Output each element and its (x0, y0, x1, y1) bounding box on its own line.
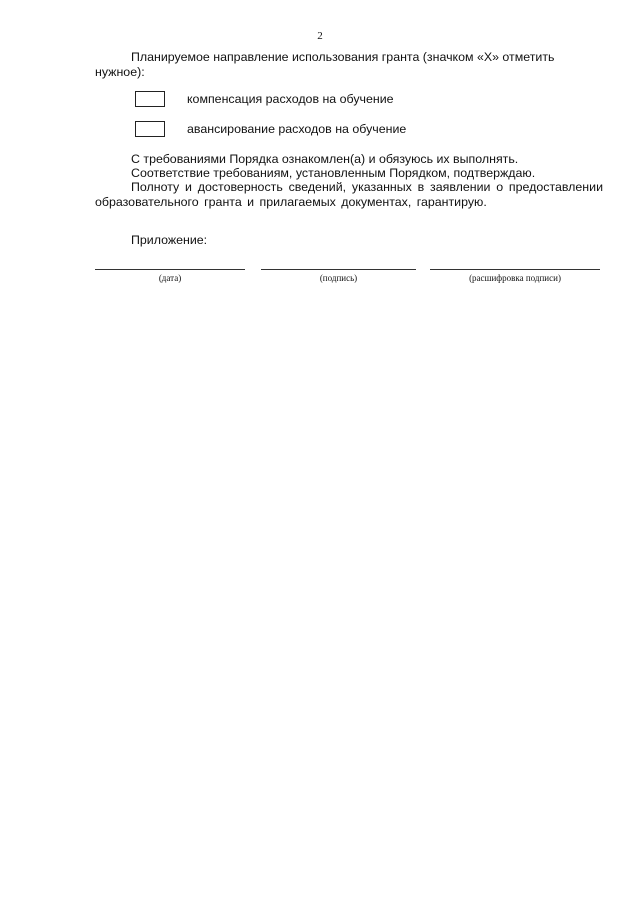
statement-guarantee: Полноту и достоверность сведений, указанных в заявлении о предоставлении образовательного гранта и прилагаемых документах, гарантирую. (95, 180, 603, 209)
checkbox-advance[interactable] (135, 121, 165, 137)
checkbox-compensation[interactable] (135, 91, 165, 107)
option-label-advance: авансирование расходов на обучение (187, 122, 407, 136)
option-label-compensation: компенсация расходов на обучение (187, 92, 394, 106)
statement-acknowledge: С требованиями Порядка ознакомлен(а) и обязуюсь их выполнять. (131, 152, 519, 166)
intro-line-1: Планируемое направление использования гранта (значком «Х» отметить (131, 50, 555, 64)
date-caption: (дата) (158, 273, 182, 283)
signature-line (261, 269, 416, 270)
statement-compliance: Соответствие требованиям, установленным Порядком, подтверждаю. (131, 166, 536, 180)
date-line (95, 269, 245, 270)
decoding-caption: (расшифровка подписи) (469, 273, 561, 283)
signature-caption: (подпись) (319, 273, 358, 283)
decoding-line (430, 269, 600, 270)
attachment-label: Приложение: (131, 233, 208, 247)
intro-line-2: нужное): (95, 65, 145, 79)
page-number: 2 (317, 30, 323, 42)
